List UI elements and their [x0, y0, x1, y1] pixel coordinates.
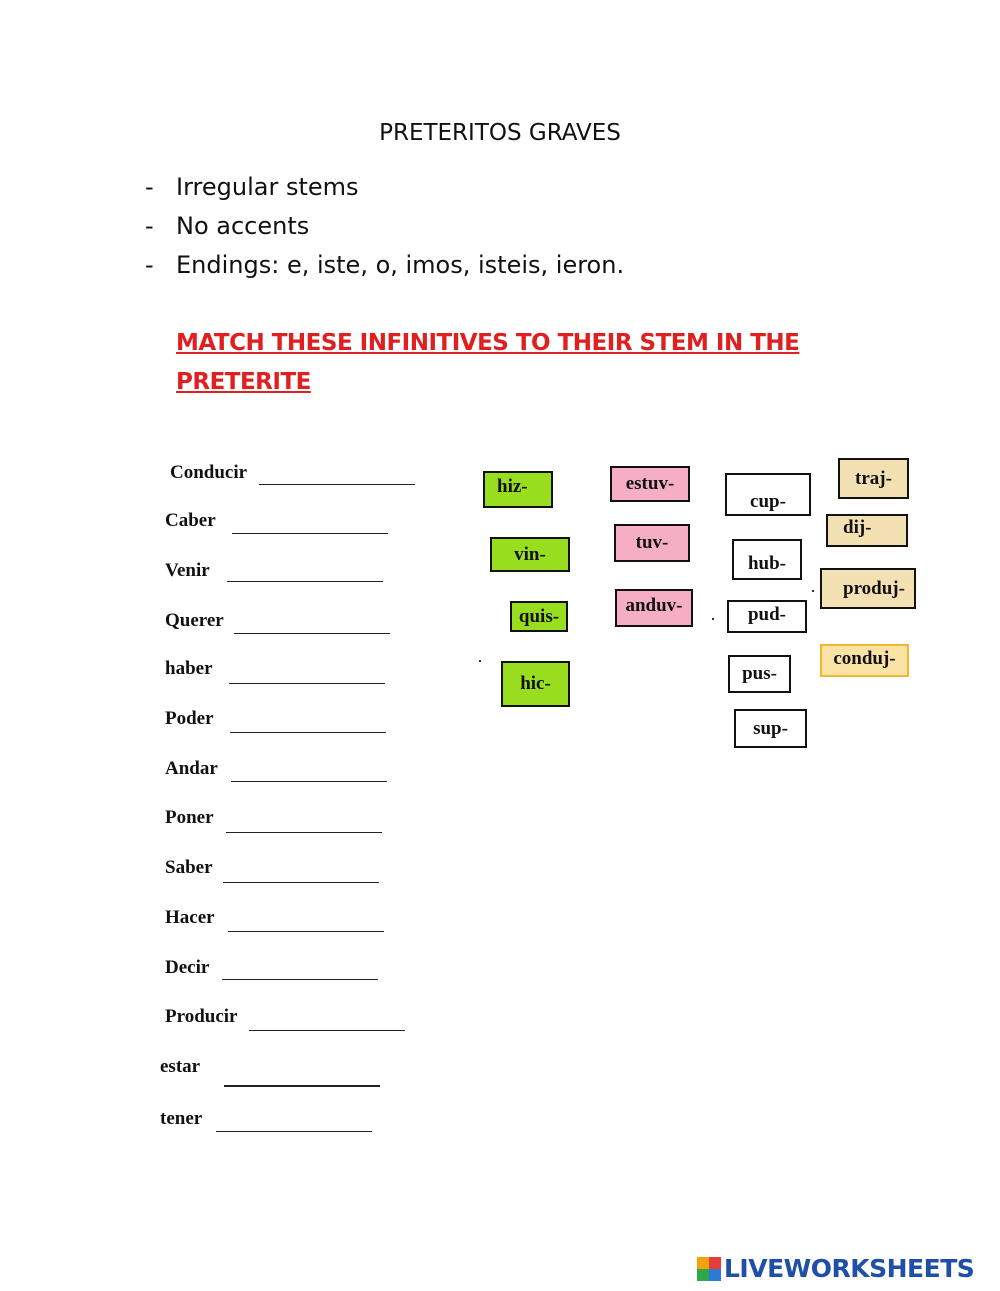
infinitive-label: Hacer: [165, 907, 215, 928]
logo-text: LIVEWORKSHEETS: [724, 1254, 975, 1283]
answer-line[interactable]: [229, 683, 385, 684]
stem-chip[interactable]: hiz-: [483, 471, 553, 508]
answer-line[interactable]: [259, 484, 415, 485]
answer-line[interactable]: [226, 832, 382, 833]
stem-chip[interactable]: pus-: [728, 655, 791, 693]
infinitive-row: [165, 857, 213, 879]
answer-line[interactable]: [232, 533, 388, 534]
infinitive-label: haber: [165, 658, 213, 679]
stem-chip[interactable]: vin-: [490, 537, 570, 572]
instruction-heading: MATCH THESE INFINITIVES TO THEIR STEM IN THE PRETERITE: [176, 330, 800, 395]
speck: [812, 590, 814, 592]
infinitive-label: Poder: [165, 708, 214, 729]
stem-chip[interactable]: dij-: [826, 514, 908, 547]
infinitive-row: [165, 957, 209, 979]
infinitive-row: [165, 560, 210, 582]
infinitive-row: [165, 658, 213, 680]
infinitive-label: Saber: [165, 857, 213, 878]
infinitive-label: Conducir: [170, 462, 248, 483]
infinitive-row: [165, 1006, 237, 1028]
stem-chip[interactable]: hic-: [501, 661, 570, 707]
infinitive-label: estar: [160, 1056, 201, 1077]
answer-line[interactable]: [227, 581, 383, 582]
stem-chip[interactable]: pud-: [727, 600, 807, 633]
infinitive-row: [165, 758, 218, 780]
infinitive-label: Caber: [165, 510, 216, 531]
infinitive-label: tener: [160, 1108, 203, 1129]
answer-line[interactable]: [223, 882, 379, 883]
infinitive-label: Querer: [165, 610, 224, 631]
bullet-marker: -: [145, 251, 154, 279]
infinitive-row: [160, 1056, 200, 1078]
answer-line[interactable]: [234, 633, 390, 634]
stem-chip[interactable]: anduv-: [615, 589, 693, 627]
stem-chip[interactable]: traj-: [838, 458, 909, 499]
speck: [479, 660, 481, 662]
list-item: - Irregular stems: [145, 173, 359, 201]
rules-list: [145, 172, 624, 289]
answer-line[interactable]: [224, 1085, 380, 1087]
answer-line[interactable]: [216, 1131, 372, 1132]
answer-line[interactable]: [249, 1030, 405, 1031]
stem-chip[interactable]: conduj-: [820, 644, 909, 677]
infinitive-row: [165, 510, 216, 532]
infinitive-row: [165, 807, 214, 829]
infinitive-label: Venir: [165, 560, 210, 581]
speck: [712, 618, 714, 620]
stem-chip[interactable]: produj-: [820, 568, 916, 609]
bullet-marker: -: [145, 173, 154, 201]
answer-line[interactable]: [228, 931, 384, 932]
stem-chip[interactable]: quis-: [510, 601, 568, 632]
stem-chip[interactable]: sup-: [734, 709, 807, 748]
list-item: - No accents: [145, 212, 310, 240]
stem-chip[interactable]: estuv-: [610, 466, 690, 502]
page-title: PRETERITOS GRAVES: [379, 120, 621, 146]
infinitive-label: Poner: [165, 807, 214, 828]
bullet-marker: -: [145, 212, 154, 240]
infinitive-row: [165, 610, 224, 632]
list-item: - Endings: e, iste, o, imos, isteis, ieron.: [145, 251, 625, 279]
answer-line[interactable]: [230, 732, 386, 733]
stem-chip[interactable]: tuv-: [614, 524, 690, 562]
infinitive-label: Producir: [165, 1006, 238, 1027]
infinitive-label: Decir: [165, 957, 210, 978]
infinitive-row: [160, 1108, 202, 1130]
infinitive-row: [170, 462, 247, 484]
logo-cube-icon: [697, 1257, 721, 1281]
infinitive-row: [165, 907, 215, 929]
stem-chip[interactable]: cup-: [725, 473, 811, 516]
infinitive-row: [165, 708, 214, 730]
stem-chip[interactable]: hub-: [732, 539, 802, 580]
liveworksheets-logo: [697, 1254, 974, 1283]
infinitive-label: Andar: [165, 758, 218, 779]
answer-line[interactable]: [222, 979, 378, 980]
answer-line[interactable]: [231, 781, 387, 782]
